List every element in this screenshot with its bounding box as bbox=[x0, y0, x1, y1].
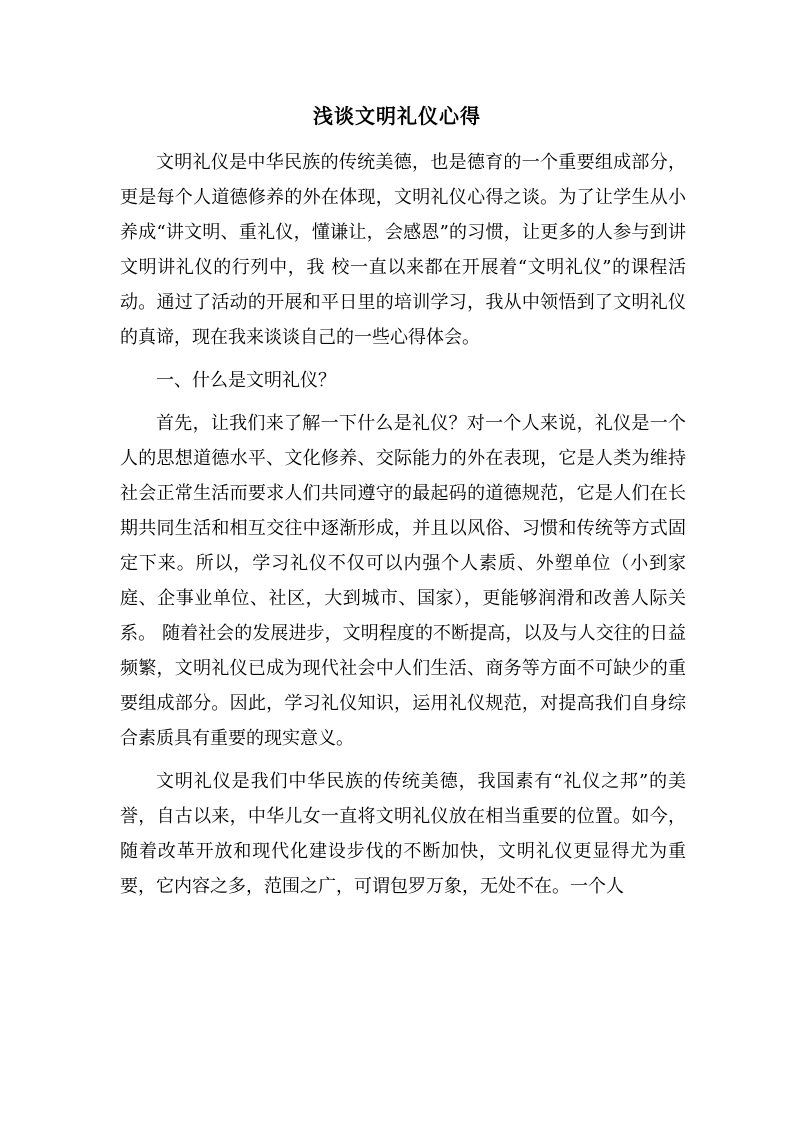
section-heading-what-is-etiquette: 一、什么是文明礼仪？ bbox=[156, 370, 336, 391]
paragraph-tradition: 文明礼仪是我们中华民族的传统美德，我国素有“礼仪之邦”的美誉，自古以来，中华儿女一直将文明礼仪放在相当重要的位置。如今，随着改革开放和现代化建设步伐的不断加快，文明礼仪更显得尤为重要，它内容之多，范围之广，可谓包罗万象，无处不在。一个人 bbox=[120, 771, 686, 897]
paragraph-definition: 首先，让我们来了解一下什么是礼仪？对一个人来说，礼仪是一个人的思想道德水平、文化修养、交际能力的外在表现，它是人类为维持社会正常生活而要求人们共同遵守的最起码的道德规范，它是人们在长期共同生活和相互交往中逐渐形成，并且以风俗、习惯和传统等方式固定下来。所以，学习礼仪不仅可以内强个人素质、外塑单位（小到家庭、企事业单位、社区，大到城市、国家），更能够润滑和改善人际关系。 随着社会的发展进步，文明程度的不断提高，以及与人交往的日益频繁，文明礼仪已成为现代社会中人们生活、商务等方面不可缺少的重要组成部分。因此，学习礼仪知识，运用礼仪规范，对提高我们自身综合素质具有重要的现实意义。 bbox=[120, 413, 686, 749]
document-body bbox=[120, 145, 686, 912]
document-title: 浅谈文明礼仪心得 bbox=[313, 104, 481, 128]
paragraph-intro: 文明礼仪是中华民族的传统美德，也是德育的一个重要组成部分，更是每个人道德修养的外在体现，文明礼仪心得之谈。为了让学生从小养成“讲文明、重礼仪，懂谦让，会感恩”的习惯，让更多的人参与到讲文明讲礼仪的行列中，我 校一直以来都在开展着“文明礼仪”的课程活动。通过了活动的开展和平日里的培训学习，我从中领悟到了文明礼仪的真谛，现在我来谈谈自己的一些心得体会。 bbox=[120, 152, 686, 348]
